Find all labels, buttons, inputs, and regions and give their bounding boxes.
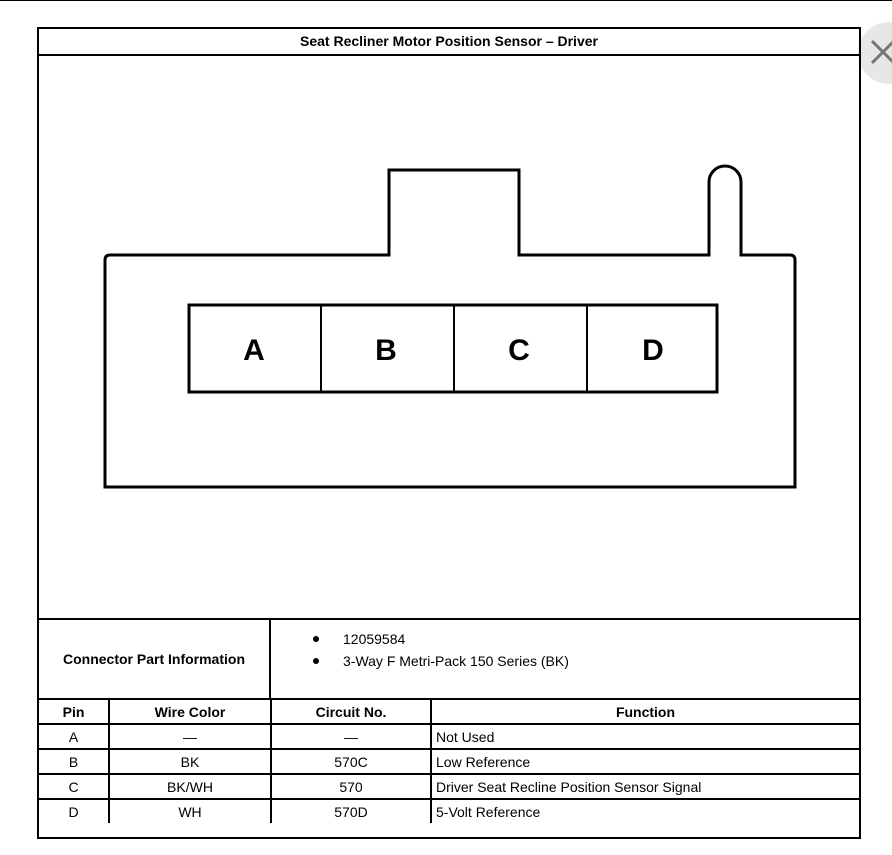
pin-table bbox=[39, 698, 859, 823]
header-function: Function bbox=[431, 699, 859, 724]
cell-pin: A bbox=[39, 724, 109, 749]
cell-wire-color: — bbox=[109, 724, 271, 749]
header-pin: Pin bbox=[39, 699, 109, 724]
cell-function: 5-Volt Reference bbox=[431, 799, 859, 823]
header-wire-color: Wire Color bbox=[109, 699, 271, 724]
cell-function: Low Reference bbox=[431, 749, 859, 774]
page-title: Seat Recliner Motor Position Sensor – Driver bbox=[39, 29, 859, 56]
cell-pin: B bbox=[39, 749, 109, 774]
pin-table-header bbox=[39, 699, 859, 724]
connector-part-info-row bbox=[39, 618, 859, 698]
cell-wire-color: WH bbox=[109, 799, 271, 823]
part-series-item: 3-Way F Metri-Pack 150 Series (BK) bbox=[273, 650, 569, 672]
table-row bbox=[39, 799, 859, 823]
cell-pin: D bbox=[39, 799, 109, 823]
connector-part-info-list bbox=[273, 628, 569, 672]
cell-circuit: 570D bbox=[271, 799, 431, 823]
table-row bbox=[39, 724, 859, 749]
cell-wire-color: BK/WH bbox=[109, 774, 271, 799]
cell-wire-color: BK bbox=[109, 749, 271, 774]
cell-pin: C bbox=[39, 774, 109, 799]
connector-diagram bbox=[2, 2, 892, 622]
connector-end-view-sheet bbox=[37, 27, 861, 839]
cell-circuit: 570 bbox=[271, 774, 431, 799]
top-border-line bbox=[0, 0, 892, 1]
header-circuit-no: Circuit No. bbox=[271, 699, 431, 724]
table-row bbox=[39, 749, 859, 774]
part-number-item: 12059584 bbox=[273, 628, 569, 650]
cell-circuit: 570C bbox=[271, 749, 431, 774]
pin-label-a: A bbox=[243, 334, 265, 367]
pin-label-d: D bbox=[642, 334, 664, 367]
pin-label-c: C bbox=[508, 334, 530, 367]
connector-housing-outline bbox=[105, 166, 795, 487]
table-row bbox=[39, 774, 859, 799]
cell-function: Driver Seat Recline Position Sensor Signal bbox=[431, 774, 859, 799]
cell-function: Not Used bbox=[431, 724, 859, 749]
pin-label-b: B bbox=[375, 334, 397, 367]
connector-part-info-label: Connector Part Information bbox=[39, 620, 271, 698]
cell-circuit: — bbox=[271, 724, 431, 749]
